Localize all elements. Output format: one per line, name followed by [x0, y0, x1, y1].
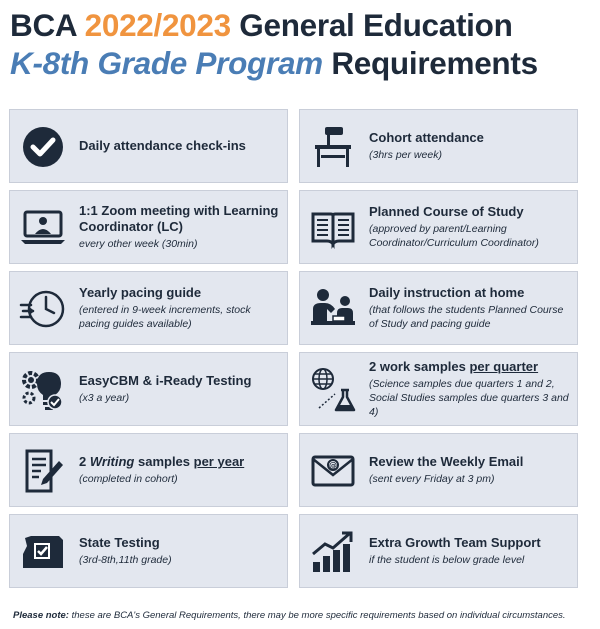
card-zoom-meeting	[9, 190, 288, 264]
card-state-testing	[9, 514, 288, 588]
title-requirements: Requirements	[322, 45, 538, 81]
card-subtitle: if the student is below grade level	[369, 554, 525, 566]
card-title-italic: Writing	[89, 454, 135, 469]
card-weekly-email	[299, 433, 578, 507]
card-title	[369, 359, 571, 375]
email-envelope-icon	[308, 444, 358, 498]
card-planned-course	[299, 190, 578, 264]
footer-note	[13, 610, 566, 621]
note-label: Please note:	[13, 610, 69, 621]
gears-lightbulb-icon	[18, 363, 68, 417]
globe-flask-icon	[308, 363, 358, 417]
title-year: 2022/2023	[84, 7, 231, 43]
card-writing-samples	[9, 433, 288, 507]
card-title: Planned Course of Study	[369, 204, 524, 219]
page-title	[10, 6, 595, 82]
card-subtitle: (entered in 9-week increments, stock pacing guides available)	[79, 304, 251, 330]
card-title-part: 2 work samples	[369, 359, 470, 374]
card-daily-instruction	[299, 271, 578, 345]
card-growth-support	[299, 514, 578, 588]
svg-text:@: @	[329, 461, 337, 470]
card-subtitle: every other week (30min)	[79, 238, 198, 250]
writing-paper-icon	[18, 444, 68, 498]
card-work-samples	[299, 352, 578, 426]
card-cohort-attendance	[299, 109, 578, 183]
card-title-part: samples	[134, 454, 194, 469]
card-easycbm-testing	[9, 352, 288, 426]
card-pacing-guide	[9, 271, 288, 345]
card-subtitle: (completed in cohort)	[79, 473, 178, 485]
title-bca: BCA	[10, 7, 85, 43]
card-title: 1:1 Zoom meeting with Learning Coordinator (LC)	[79, 203, 279, 234]
card-title: Cohort attendance	[369, 130, 484, 145]
video-call-laptop-icon	[18, 201, 68, 255]
card-title-underlined: per quarter	[469, 359, 539, 374]
parent-teaching-icon	[308, 282, 358, 336]
card-daily-attendance	[9, 109, 288, 183]
card-title: Daily attendance check-ins	[79, 138, 246, 153]
oregon-checkbox-icon	[18, 525, 68, 579]
card-title: Daily instruction at home	[369, 285, 525, 300]
checkmark-circle-icon	[18, 120, 68, 174]
fast-clock-icon	[18, 282, 68, 336]
title-general-education: General Education	[230, 7, 513, 43]
card-subtitle: (that follows the students Planned Course of Study and pacing guide	[369, 304, 564, 330]
card-subtitle: (3hrs per week)	[369, 149, 442, 161]
card-subtitle: (3rd-8th,11th grade)	[79, 554, 172, 566]
title-program: K-8th Grade Program	[10, 45, 323, 81]
card-title: Extra Growth Team Support	[369, 535, 541, 550]
card-title	[79, 454, 281, 470]
open-book-icon	[308, 201, 358, 255]
school-desk-icon	[308, 120, 358, 174]
title-line-2	[10, 44, 595, 82]
card-subtitle: (sent every Friday at 3 pm)	[369, 473, 495, 485]
note-text: these are BCA's General Requirements, there may be more specific requirements based on individual circumstances.	[68, 610, 566, 621]
card-title: EasyCBM & i-Ready Testing	[79, 373, 252, 388]
card-title: State Testing	[79, 535, 160, 550]
card-title: Review the Weekly Email	[369, 454, 524, 469]
card-title-underlined: per year	[193, 454, 245, 469]
growth-chart-icon	[308, 525, 358, 579]
card-subtitle: (approved by parent/Learning Coordinator/Curriculum Coordinator)	[369, 223, 539, 249]
card-subtitle: (x3 a year)	[79, 392, 130, 404]
card-title-part: 2	[79, 454, 90, 469]
card-subtitle: (Science samples due quarters 1 and 2, Social Studies samples due quarters 3 and 4)	[369, 378, 569, 418]
title-line-1	[10, 6, 595, 44]
card-title: Yearly pacing guide	[79, 285, 202, 300]
